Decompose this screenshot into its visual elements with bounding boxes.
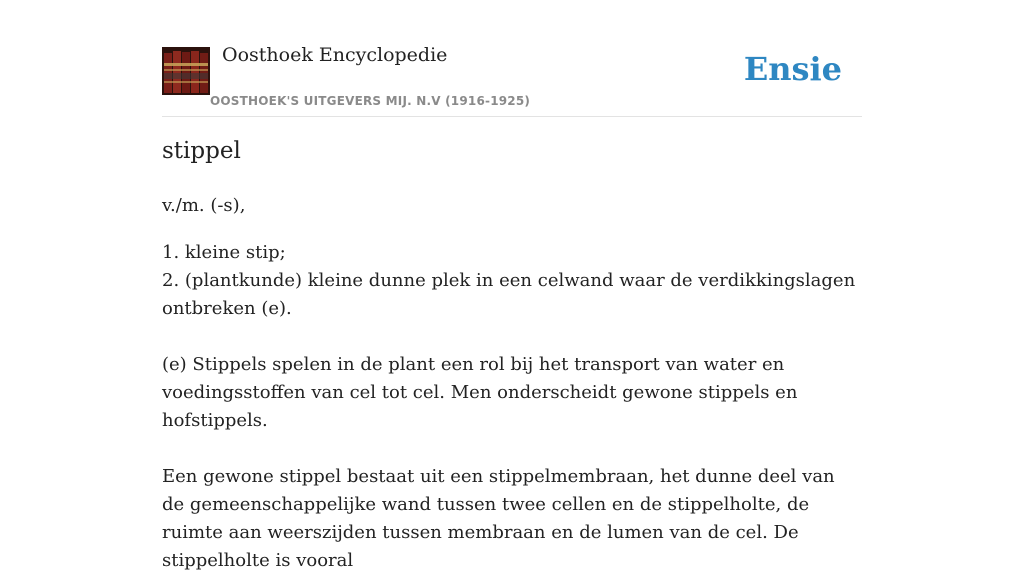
entry-body [162, 192, 862, 575]
definition-2: 2. (plantkunde) kleine dunne plek in een celwand waar de verdikkingslagen ontbreken (e). [162, 270, 856, 319]
entry-title: stippel [162, 138, 241, 164]
paragraph-2: Een gewone stippel bestaat uit een stippelmembraan, het dunne deel van de gemeenschappelijke wand tussen twee cellen en de stippelholte, de ruimte aan weerszijden tussen membraan en de lumen van de cel. De stippelholte is vooral [162, 466, 835, 571]
site-title[interactable]: Oosthoek Encyclopedie [222, 44, 448, 66]
grammar-info: v./m. (-s), [162, 195, 246, 216]
paragraph-1: (e) Stippels spelen in de plant een rol bij het transport van water en voedingsstoffen van cel tot cel. Men onderscheidt gewone stippels en hofstippels. [162, 354, 798, 431]
books-icon [162, 47, 210, 95]
publisher-subtitle: OOSTHOEK'S UITGEVERS MIJ. N.V (1916-1925) [210, 94, 531, 108]
content-column [162, 0, 862, 571]
ensie-logo[interactable]: Ensie [743, 50, 842, 88]
definition-1: 1. kleine stip; [162, 242, 286, 263]
site-header [162, 0, 862, 117]
encyclopedia-books-avatar[interactable] [162, 47, 210, 95]
